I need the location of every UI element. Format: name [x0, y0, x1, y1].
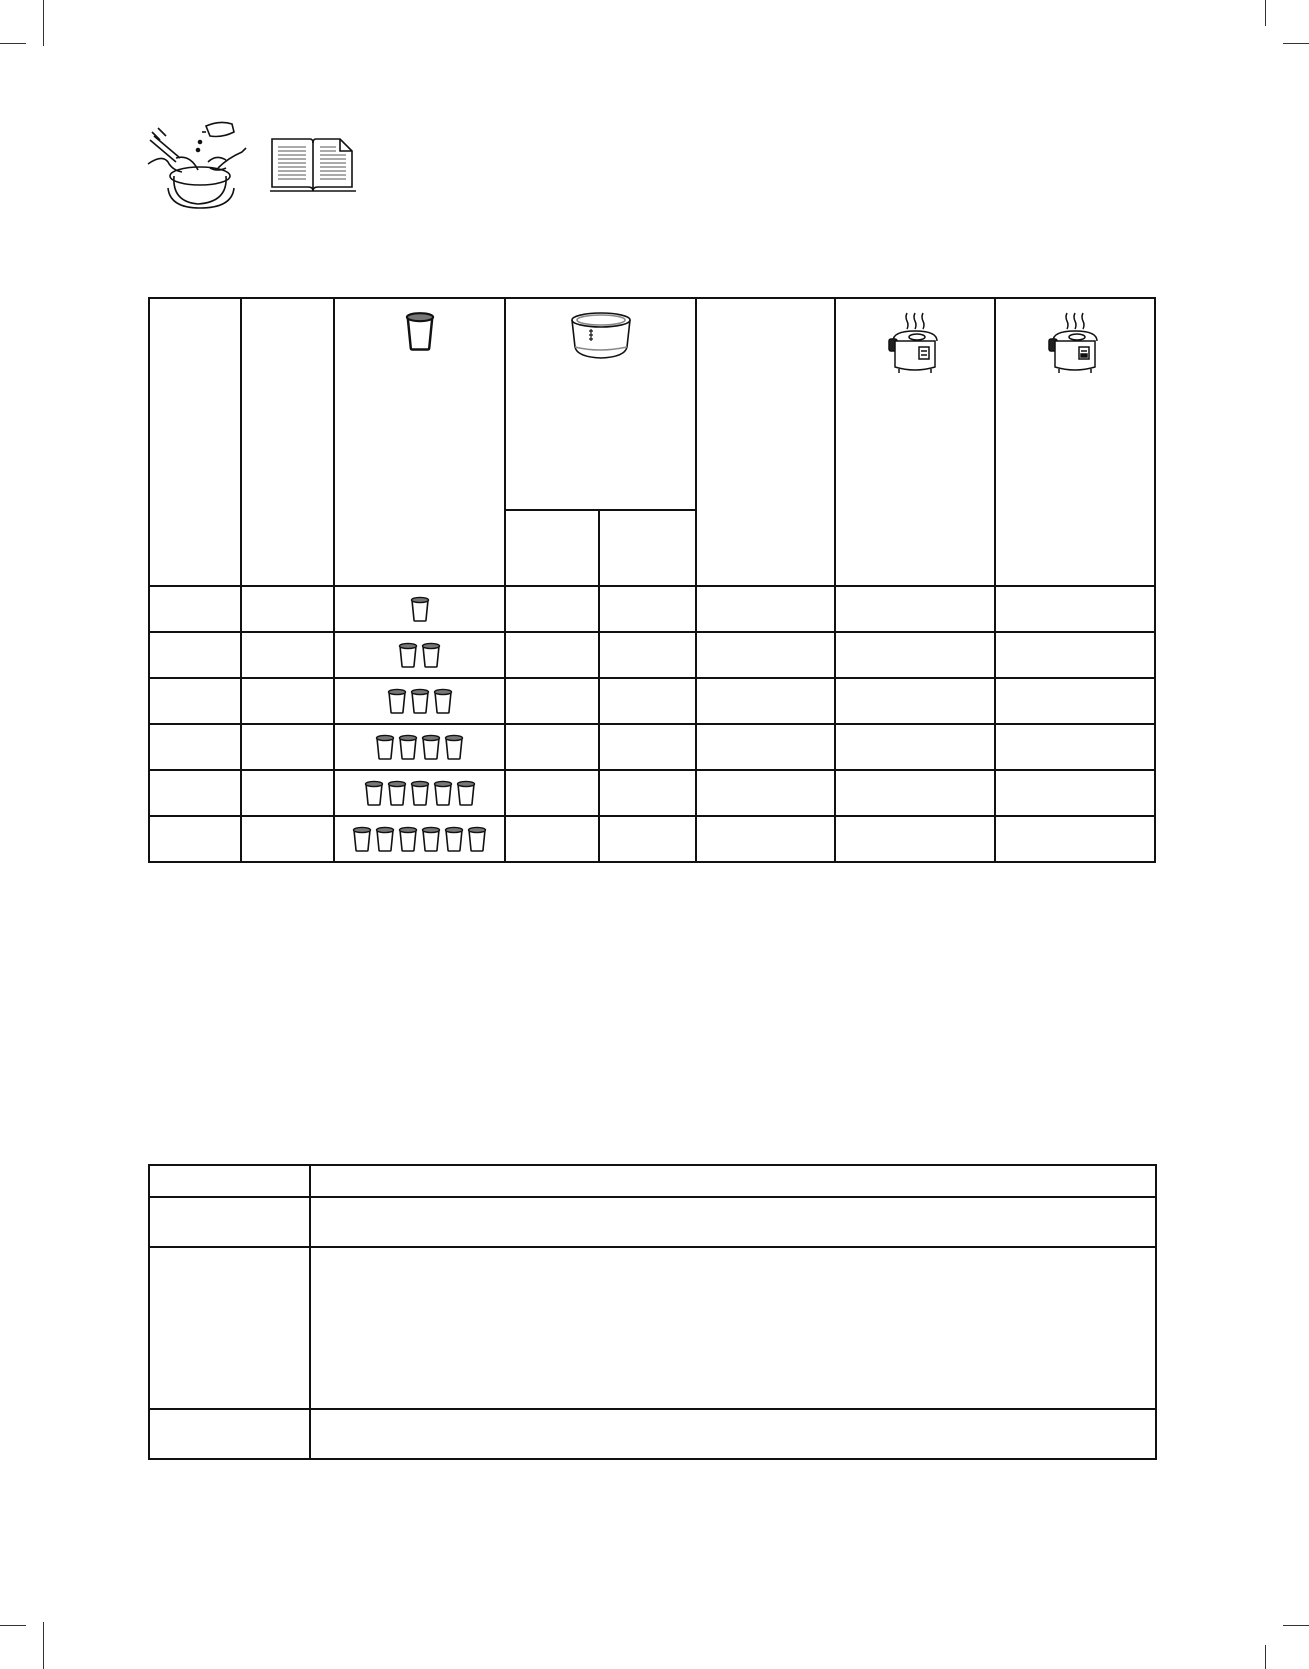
table-cell [835, 816, 995, 862]
measuring-cup-icon [410, 780, 430, 806]
table-cell [505, 724, 599, 770]
table-cell [599, 678, 696, 724]
header-cell [696, 298, 835, 586]
table-cell [835, 586, 995, 632]
table-cell [995, 724, 1155, 770]
crop-mark [1283, 43, 1309, 44]
table-cell [995, 678, 1155, 724]
measuring-cup-icon [421, 642, 441, 668]
info-text [310, 1409, 1156, 1459]
measuring-cup-icon [387, 780, 407, 806]
cup-group [335, 826, 504, 852]
table-row [149, 678, 1155, 724]
table-cell [835, 724, 995, 770]
cup-group [335, 596, 504, 622]
cup-count-cell [334, 678, 505, 724]
table-cell [696, 770, 835, 816]
table-row [149, 816, 1155, 862]
crop-mark [1283, 1625, 1309, 1626]
table-cell [599, 770, 696, 816]
measuring-cup-icon [375, 734, 395, 760]
table-cell [835, 632, 995, 678]
rice-cooker-cooking-icon [887, 311, 943, 375]
inner-pot-icon [569, 311, 633, 361]
measuring-cup-icon [456, 780, 476, 806]
table-cell [505, 678, 599, 724]
crop-mark [43, 0, 44, 46]
measuring-cup-icon [421, 826, 441, 852]
measuring-cup-icon [375, 826, 395, 852]
table-cell [241, 586, 334, 632]
measuring-cup-icon [410, 596, 430, 622]
table-cell [149, 632, 241, 678]
crop-mark [1265, 1645, 1266, 1669]
info-table [148, 1164, 1157, 1460]
crop-mark [1265, 0, 1266, 26]
cup-count-cell [334, 816, 505, 862]
table-cell [149, 724, 241, 770]
measuring-cup-icon [410, 688, 430, 714]
crop-mark [0, 1625, 26, 1626]
crop-mark [0, 43, 26, 44]
measuring-cup-icon [364, 780, 384, 806]
table-cell [599, 724, 696, 770]
table-cell [835, 678, 995, 724]
table-cell [241, 678, 334, 724]
cup-count-cell [334, 586, 505, 632]
measuring-cup-icon [467, 826, 487, 852]
table-cell [149, 816, 241, 862]
table-row [149, 724, 1155, 770]
header-cell-cook [835, 298, 995, 586]
measuring-cup-icon [404, 311, 436, 351]
info-label [149, 1247, 310, 1409]
table-cell [505, 816, 599, 862]
table-cell [241, 770, 334, 816]
table-cell [241, 724, 334, 770]
header-cell-inner-pot [505, 298, 696, 510]
table-cell [241, 816, 334, 862]
table-row [149, 632, 1155, 678]
measuring-cup-icon [398, 826, 418, 852]
cup-count-cell [334, 724, 505, 770]
header-cell [149, 298, 241, 586]
measuring-cup-icon [421, 734, 441, 760]
info-text [310, 1197, 1156, 1247]
measuring-cup-icon [444, 826, 464, 852]
info-label [149, 1197, 310, 1247]
table-row [149, 770, 1155, 816]
crop-mark [43, 1622, 44, 1669]
info-text [310, 1247, 1156, 1409]
info-label [149, 1409, 310, 1459]
cup-count-cell [334, 770, 505, 816]
table-cell [149, 678, 241, 724]
measuring-cup-icon [387, 688, 407, 714]
table-cell [599, 816, 696, 862]
cup-group [335, 688, 504, 714]
table-cell [995, 632, 1155, 678]
table-cell [995, 816, 1155, 862]
measuring-cup-icon [398, 734, 418, 760]
table-cell [995, 770, 1155, 816]
measuring-cup-icon [444, 734, 464, 760]
cup-group [335, 734, 504, 760]
table-row [149, 586, 1155, 632]
table-cell [241, 632, 334, 678]
table-cell [599, 586, 696, 632]
header-subcell [505, 510, 599, 586]
table-cell [696, 724, 835, 770]
header-cell [241, 298, 334, 586]
measuring-cup-icon [398, 642, 418, 668]
header-subcell [599, 510, 696, 586]
rice-cooker-warm-icon [1047, 311, 1103, 375]
table-cell [505, 586, 599, 632]
header-cell-warm [995, 298, 1155, 586]
rice-water-table [148, 297, 1156, 863]
info-text [310, 1165, 1156, 1197]
cup-group [335, 642, 504, 668]
table-cell [505, 770, 599, 816]
table-cell [696, 816, 835, 862]
table-cell [505, 632, 599, 678]
table-cell [696, 586, 835, 632]
header-cell-cup [334, 298, 505, 586]
table-cell [149, 586, 241, 632]
info-label [149, 1165, 310, 1197]
washing-inner-pot-illustration [146, 118, 250, 210]
measuring-cup-icon [433, 780, 453, 806]
table-cell [696, 632, 835, 678]
table-cell [599, 632, 696, 678]
table-cell [696, 678, 835, 724]
open-manual-book-icon [270, 133, 356, 195]
table-cell [995, 586, 1155, 632]
measuring-cup-icon [352, 826, 372, 852]
table-cell [835, 770, 995, 816]
cup-group [335, 780, 504, 806]
cup-count-cell [334, 632, 505, 678]
measuring-cup-icon [433, 688, 453, 714]
table-cell [149, 770, 241, 816]
